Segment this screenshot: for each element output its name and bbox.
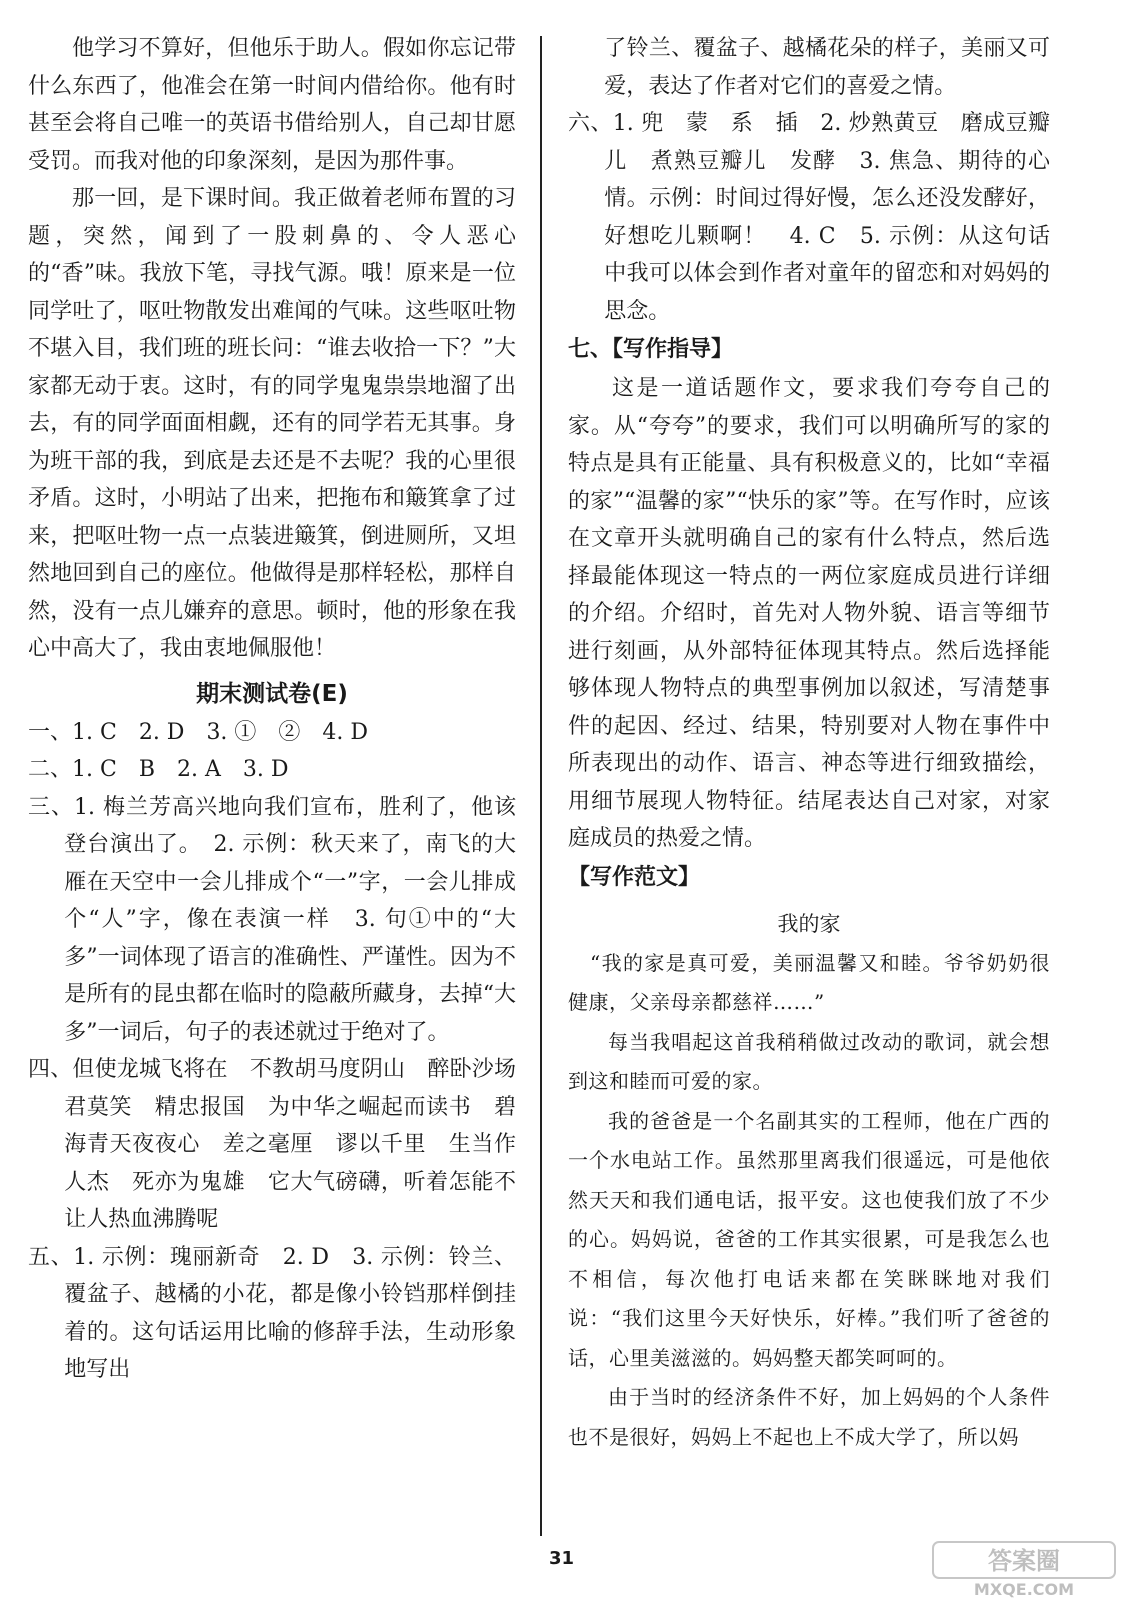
answer-section-5: 五、1. 示例：瑰丽新奇 2. D 3. 示例：铃兰、覆盆子、越橘的小花，都是像小铃铛那样倒挂着的。这句话运用比喻的修辞手法，生动形象地写出	[28, 1244, 516, 1382]
essay-paragraph-4: 由于当时的经济条件不好，加上妈妈的个人条件也不是很好，妈妈上不起也上不成大学了，所以妈	[568, 1385, 1050, 1449]
answer-section-6: 六、1. 兜 蒙 系 插 2. 炒熟黄豆 磨成豆瓣儿 煮熟豆瓣儿 发酵 3. 焦急、期待的心情。示例：时间过得好慢，怎么还没发酵好，好想吃儿颗啊！ 4. C 5. 示例：从这句话中我可以体会到作者对童年的留恋和对妈妈的思念。	[568, 111, 1050, 324]
essay-paragraph-2: 每当我唱起这首我稍稍做过改动的歌词，就会想到这和睦而可爱的家。	[568, 1029, 1050, 1093]
story-paragraph-1: 他学习不算好，但他乐于助人。假如你忘记带什么东西了，他准会在第一时间内借给你。他有时甚至会将自己唯一的英语书借给别人，自己却甘愿受罚。而我对他的印象深刻，是因为那件事。	[28, 36, 516, 174]
right-column	[568, 30, 1050, 1457]
watermark-logo	[931, 1540, 1117, 1598]
answer-section-5-continued: 了铃兰、覆盆子、越橘花朵的样子，美丽又可爱，表达了作者对它们的喜爱之情。	[604, 36, 1050, 99]
essay-paragraph-1: “我的家是真可爱，美丽温馨又和睦。爷爷奶奶很健康，父亲母亲都慈祥……”	[568, 950, 1050, 1014]
answer-section-2: 二、1. C B 2. A 3. D	[28, 757, 289, 782]
sample-essay-heading: 【写作范文】	[568, 864, 701, 890]
exam-title: 期末测试卷(E)	[196, 680, 348, 707]
writing-guide-heading: 七、【写作指导】	[568, 337, 734, 362]
column-divider	[540, 36, 542, 1536]
writing-guide-text: 这是一道话题作文，要求我们夸夸自己的家。从“夸夸”的要求，我们可以明确所写的家的特点是具有正能量、具有积极意义的，比如“幸福的家”“温馨的家”“快乐的家”等。在写作时，应该在文章开头就明确自己的家有什么特点，然后选择最能体现这一特点的一两位家庭成员进行详细的介绍。介绍时，首先对人物外貌、语言等细节进行刻画，从外部特征体现其特点。然后选择能够体现人物特点的典型事例加以叙述，写清楚事件的起因、经过、结果，特别要对人物在事件中所表现出的动作、语言、神态等进行细致描绘，用细节展现人物特征。结尾表达自己对家，对家庭成员的热爱之情。	[568, 376, 1050, 851]
story-paragraph-2: 那一回，是下课时间。我正做着老师布置的习题，突然，闻到了一股刺鼻的、令人恶心的“香”味。我放下笔，寻找气源。哦！原来是一位同学吐了，呕吐物散发出难闻的气味。这些呕吐物不堪入目，我们班的班长问：“谁去收拾一下？”大家都无动于衷。这时，有的同学鬼鬼祟祟地溜了出去，有的同学面面相觑，还有的同学若无其事。身为班干部的我，到底是去还是不去呢？我的心里很矛盾。这时，小明站了出来，把拖布和簸箕拿了过来，把呕吐物一点一点装进簸箕，倒进厕所，又坦然地回到自己的座位。他做得是那样轻松，那样自然，没有一点儿嫌弃的意思。顿时，他的形象在我心中高大了，我由衷地佩服他！	[28, 186, 516, 661]
watermark-title: 答案圈	[988, 1547, 1060, 1575]
essay-paragraph-3: 我的爸爸是一个名副其实的工程师，他在广西的一个水电站工作。虽然那里离我们很遥远，可是他依然天天和我们通电话，报平安。这也使我们放了不少的心。妈妈说，爸爸的工作其实很累，可是我怎么也不相信，每次他打电话来都在笑眯眯地对我们说：“我们这里今天好快乐，好棒。”我们听了爸爸的话，心里美滋滋的。妈妈整天都笑呵呵的。	[568, 1108, 1050, 1370]
watermark-url: MXQE.COM	[973, 1580, 1075, 1598]
left-column	[28, 30, 516, 1389]
answer-section-4: 四、但使龙城飞将在 不教胡马度阴山 醉卧沙场君莫笑 精忠报国 为中华之崛起而读书 碧海青天夜夜心 差之毫厘 谬以千里 生当作人杰 死亦为鬼雄 它大气磅礴，听着怎能不让人热血沸腾呢	[28, 1057, 516, 1232]
page-number: 31	[548, 1548, 575, 1569]
essay-title: 我的家	[777, 911, 841, 936]
answer-section-3: 三、1. 梅兰芳高兴地向我们宣布，胜利了，他该登台演出了。 2. 示例：秋天来了，南飞的大雁在天空中一会儿排成个“一”字，一会儿排成个“人”字，像在表演一样 3. 句①中的“大多”一词体现了语言的准确性、严谨性。因为不是所有的昆虫都在临时的隐蔽所藏身，去掉“大多”一词后，句子的表述就过于绝对了。	[28, 794, 516, 1045]
answer-section-1: 一、1. C 2. D 3. ① ② 4. D	[28, 719, 369, 745]
